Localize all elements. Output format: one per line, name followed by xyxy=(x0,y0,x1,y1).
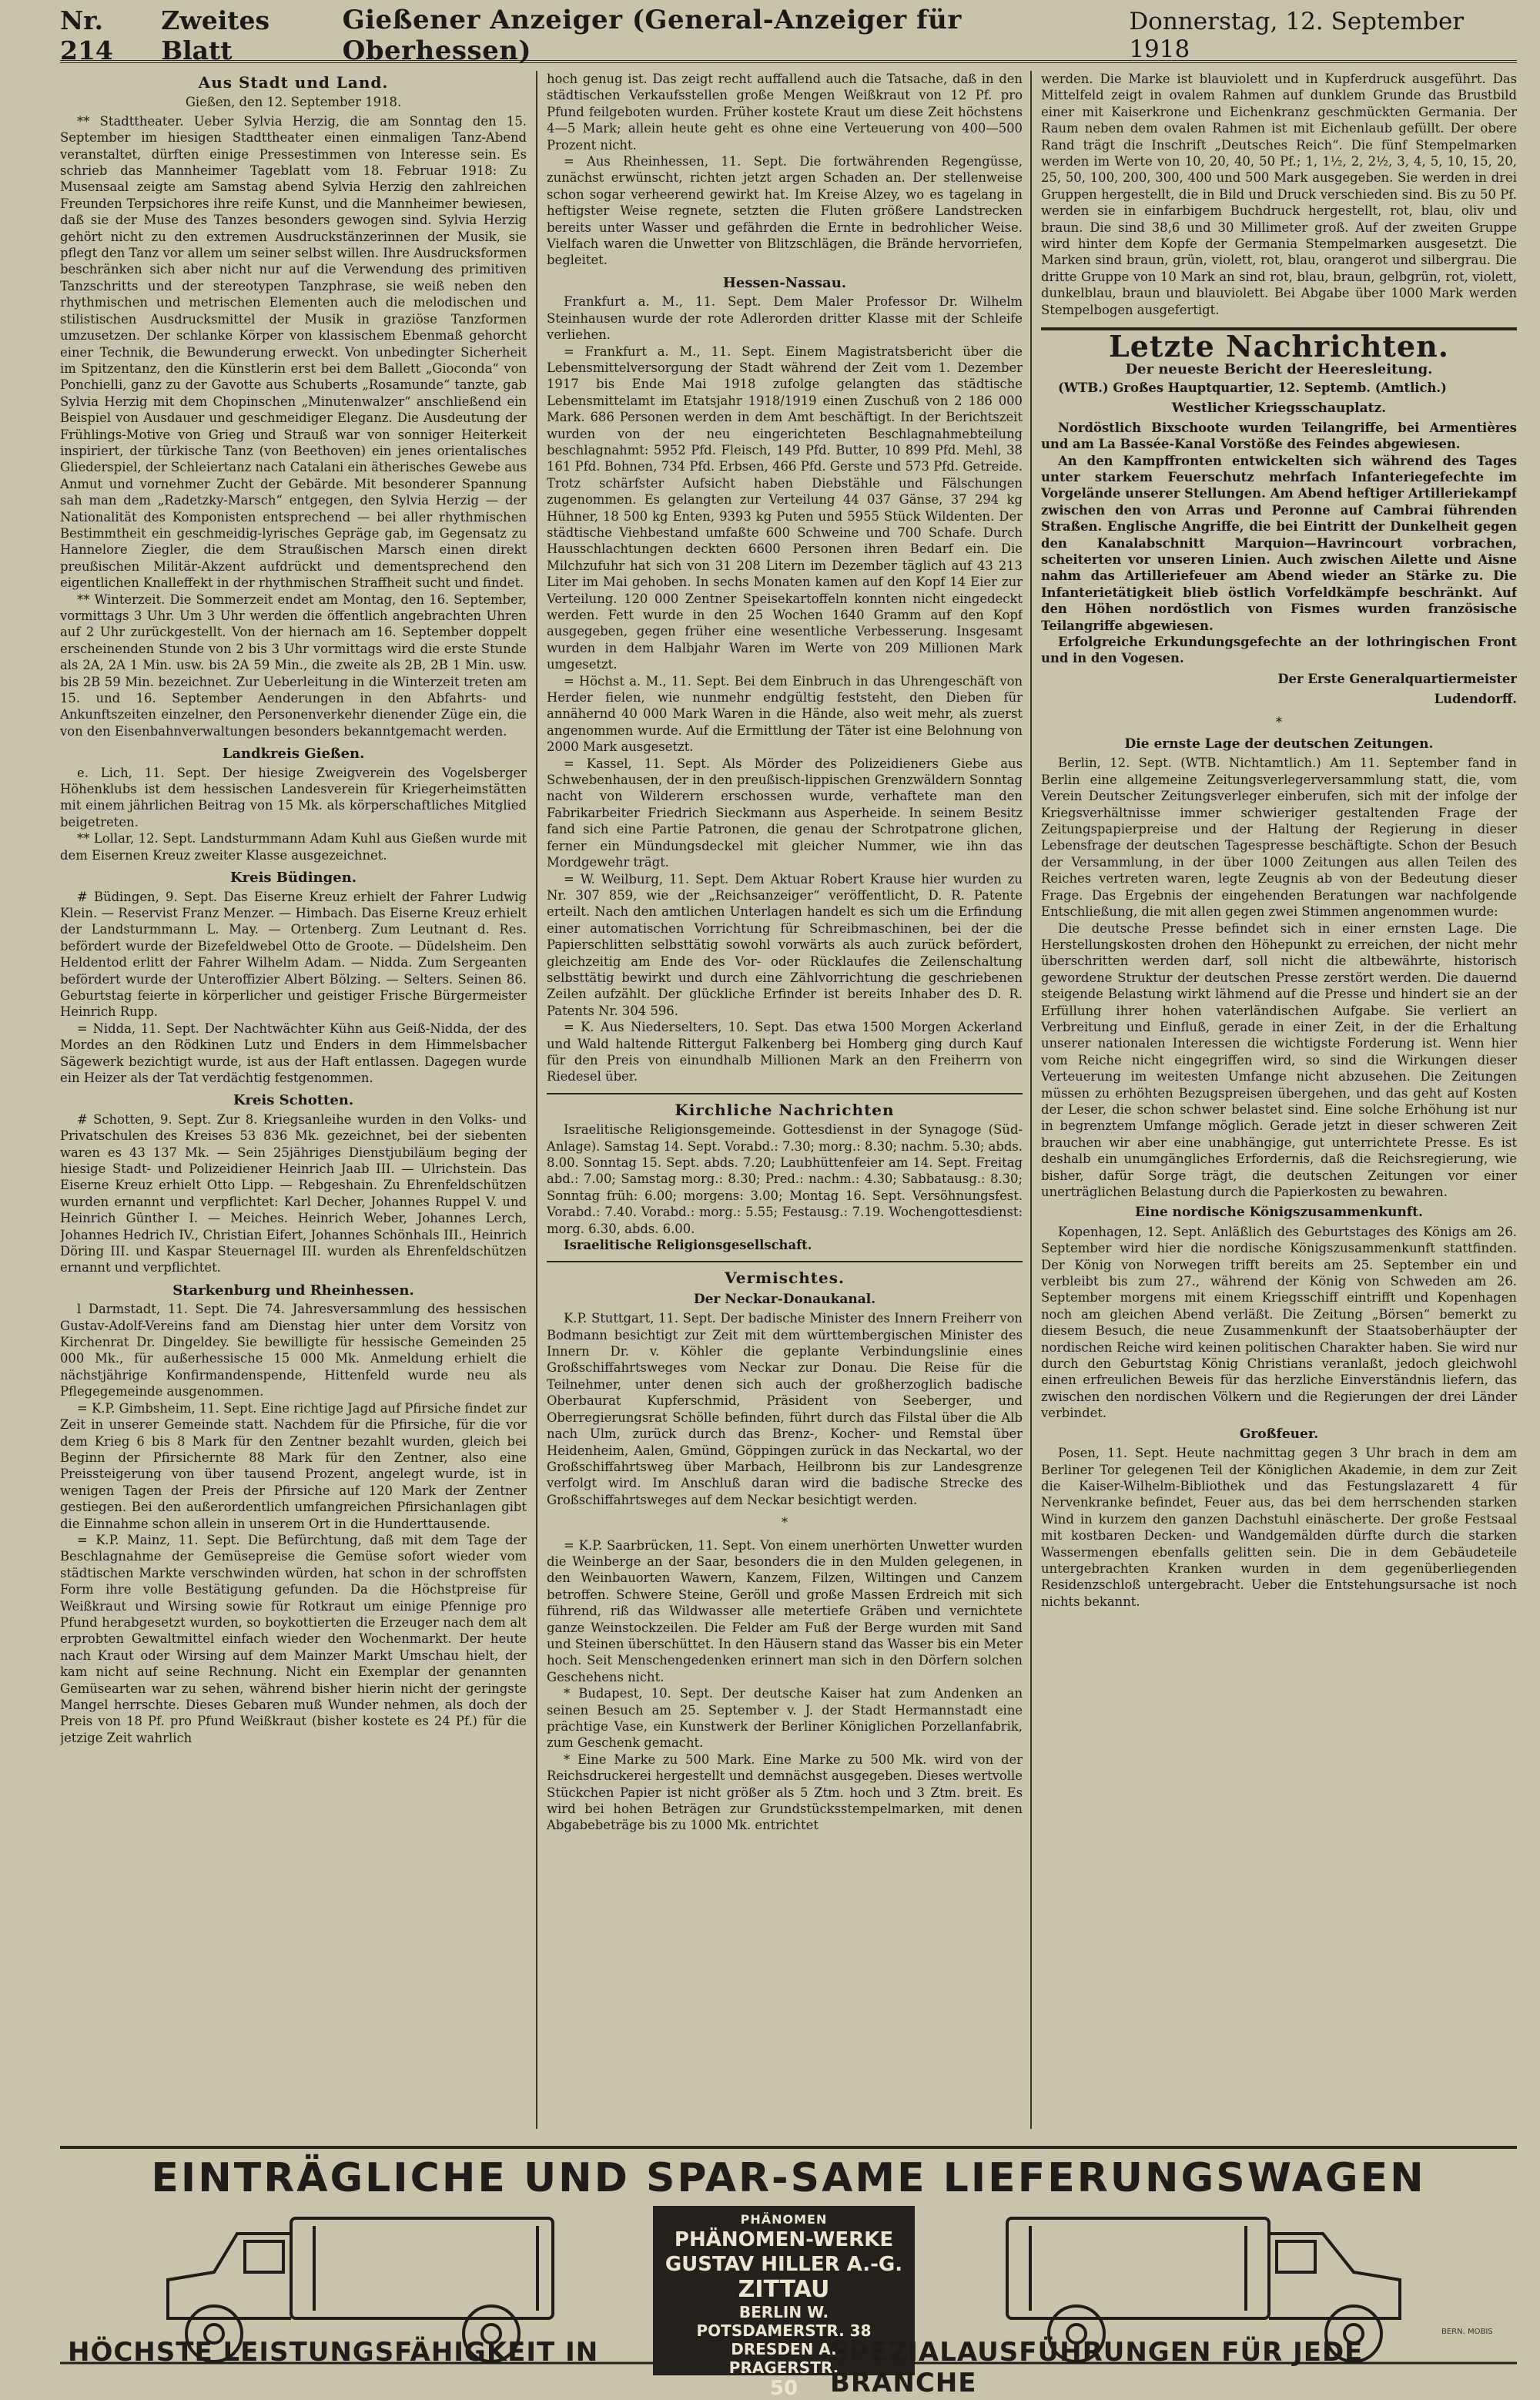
ad-firm-name: PHÄNOMEN-WERKE xyxy=(674,2228,894,2251)
section-heading-landkreis: Landkreis Gießen. xyxy=(222,746,365,763)
section-heading-letzte-nachrichten: Letzte Nachrichten. xyxy=(1041,327,1517,354)
masthead xyxy=(60,5,1517,66)
article-bixschoote: Nordöstlich Bixschoote wurden Teilangriffe, bei Armentières und am La Bassée-Kanal Vorstöße des Feindes abgewiesen. xyxy=(1041,420,1517,452)
ad-address-2: POTSDAMERSTR. 38 xyxy=(696,2321,872,2340)
article-frankfurt-2: = Frankfurt a. M., 11. Sept. Einem Magistratsbericht über die Lebensmittelversorgung der Stadt während der Zeit vom 1. Dezember 1917 bis Ende Mai 1918 zufolge gelangten das städtische Lebensmittelamt im Etatsjahr 1918/1919 einen Zuschuß von 2 186 000 Mark. 686 Personen werden in dem Amt beschäftigt. In der Berichtszeit wurden von der neu eingerichteten Beschlagnahmebteilung beschlagnahmt: 5952 Pfd. Fleisch, 149 Pfd. Butter, 10 899 Pfd. Mehl, 38 161 Pfd. Bohnen, 734 Pfd. Erbsen, 466 Pfd. Gerste und 573 Pfd. Getreide. Trotz schärfster Aufsicht haben Diebstähle und Fälschungen zugenommen. Es gelangten zur Verteilung 44 037 Gänse, 37 294 kg Hühner, 18 500 kg Enten, 9393 kg Puten und 5955 Stück Wildenten. Der städtische Viehbestand umfaßte 600 Schweine und 700 Schafe. Durch Hausschlachtungen deckten 6600 Personen ihren Bedarf ein. Die Milchzufuhr hat sich von 31 208 Litern im Dezember täglich auf 43 213 Liter im Mai gehoben. In sechs Monaten kamen auf den Kopf 14 Eier zur Verteilung. 120 000 Zentner Speisekartoffeln konnten nicht eingedeckt werden. Fett wurde in den 25 Wochen 1640 Gramm auf den Kopf ausgegeben, gegen früher eine wesentliche Verbesserung. Insgesamt wurden in dem Halbjahr Waren im Werte von 209 Millionen Mark umgesetzt. xyxy=(547,344,1023,672)
article-saarbruecken: = K.P. Saarbrücken, 11. Sept. Von einem unerhörten Unwetter wurden die Weinberge an der Saar, besonders die in den Mulden gelegenen, in den Weinbauorten Wawern, Kanzem, Filzen, Wiltingen und Canzem betroffen. Schwere Steine, Geröll und große Massen Erdreich mit sich führend, riß das Wildwasser alle metertiefe Gräben und vernichtete ganze Weinstockzeilen. Die Felder am Fuß der Berge wurden mit Sand und Steinen überschüttet. In den Häusern stand das Wasser bis ein Meter hoch. Seit Menschengedenken erinnert man sich in den Dörfern solchen Geschehens nicht. xyxy=(547,1537,1023,1684)
ad-footer-left: HÖCHSTE LEISTUNGSFÄHIGKEIT IN xyxy=(68,2337,599,2368)
article-buedingen: # Büdingen, 9. Sept. Das Eiserne Kreuz erhielt der Fahrer Ludwig Klein. — Reservist Franz Menzer. — Himbach. Das Eiserne Kreuz erhielt der Landsturmmann L. May. — Ortenberg. Zum Leutnant d. Res. befördert wurde der Bizefeldwebel Otto de Groote. — Düdelsheim. Den Heldentod erlitt der Fahrer Wilhelm Adam. — Nidda. Zum Sergeanten befördert wurde der Unteroffizier Albert Bölzing. — Selters. Seinen 86. Geburtstag feierte in körperlicher und geistiger Frische Bürgermeister Heinrich Rupp. xyxy=(60,889,527,1020)
article-vogesen: Erfolgreiche Erkundungsgefechte an der lothringischen Front und in den Vogesen. xyxy=(1041,635,1517,666)
ad-firm-owner: GUSTAV HILLER A.-G. xyxy=(665,2253,903,2276)
section-rule xyxy=(547,1261,1023,1262)
article-berlin: Berlin, 12. Sept. (WTB. Nichtamtlich.) Am 11. September fand in Berlin eine allgemeine Zeitungsverlegerversammlung statt, die, vom Verein Deutscher Zeitungsverleger einberufen, sich mit der infolge der Kriegsverhältnisse immer schwieriger gestaltenden Frage der Zeitungspapierpreise und der Haltung der Regierung in dieser Lebensfrage der deutschen Tagespresse beschäftigte. Schon der Besuch der Versammlung, in der über 1000 Zeitungen aus allen Teilen des Reiches vertreten waren, legte Zeugnis ab von der Bedeutung dieser Frage. Das Ergebnis der eingehenden Beratungen war nachfolgende Entschließung, die mit allen gegen zwei Stimmen angenommen wurde: xyxy=(1041,756,1517,920)
issue-date: Donnerstag, 12. September 1918 xyxy=(1129,8,1465,63)
dateline: Gießen, den 12. September 1918. xyxy=(185,95,402,110)
signature-title: Der Erste Generalquartiermeister xyxy=(1277,671,1517,686)
column-divider xyxy=(536,71,537,2129)
subheading-westlicher: Westlicher Kriegsschauplatz. xyxy=(1171,401,1387,417)
article-hoechst: = Höchst a. M., 11. Sept. Bei dem Einbruch in das Uhrengeschäft von Herder fielen, wie nunmehr endgültig feststeht, den Dieben für annähernd 40 000 Mark Waren in die Hände, also weit mehr, als zuerst angenommen wurde. Auf die Ermittlung der Täter ist eine Belohnung von 2000 Mark ausgesetzt. xyxy=(547,673,1023,755)
article-hauptquartier: (WTB.) Großes Hauptquartier, 12. Septemb. (Amtlich.) xyxy=(1058,380,1447,395)
section-heading-vermischtes: Vermischtes. xyxy=(725,1269,845,1288)
subheading-grossfeuer: Großfeuer. xyxy=(1239,1426,1319,1442)
article-niederselters: = K. Aus Niederselters, 10. Sept. Das etwa 1500 Morgen Ackerland und Wald haltende Rittergut Falkenberg bei Homberg ging durch Kauf für den Preis von einundhalb Millionen Mark an den Freiherrn von Riedesel über. xyxy=(547,1020,1023,1084)
article-mainz-continued: hoch genug ist. Das zeigt recht auffallend auch die Tatsache, daß in den städtischen Verkaufsstellen große Mengen Weißkraut von 12 Pf. pro Pfund feilgeboten wurden. Früher kostete Kraut um diese Zeit höchstens 4—5 Mark; allein heute geht es ohne eine Verteuerung von 400—500 Prozent nicht. xyxy=(547,72,1023,153)
article-kampffronten: An den Kampffronten entwickelten sich während des Tages unter starkem Feuerschutz mehrfach Infanteriegefechte im Vorgelände unserer Stellungen. Am Abend heftiger Artilleriekampf zwischen den von Arras und Peronne auf Cambrai führenden Straßen. Englische Angriffe, die bei Eintritt der Dunkelheit gegen den Kanalabschnitt Marquion—Havrincourt vorbrachen, scheiterten vor unseren Linien. Auch zwischen Ailette und Aisne nahm das Artilleriefeuer am Abend wieder an Stärke zu. Die Infanterietätigkeit blieb östlich Vorfeldkämpfe beschränkt. Auf den Höhen nordöstlich von Fismes wurden französische Teilangriffe abgewiesen. xyxy=(1041,453,1517,633)
article-schotten: # Schotten, 9. Sept. Zur 8. Kriegsanleihe wurden in den Volks- und Privatschulen des Kreises 53 836 Mk. gezeichnet, bei der siebenten waren es 43 137 Mk. — Sein 25jähriges Dienstjubiläum beging der hiesige Stadt- und Polizeidiener Heinrich Jaab III. — Ulrichstein. Das Eiserne Kreuz erhielt Otto Lipp. — Rebgeshain. Zu Ehrenfeldschützen wurden ernannt und verpflichtet: Karl Decher, Johannes Ruppel V. und Heinrich Günther I. — Meiches. Heinrich Weber, Johannes Lerch, Johannes Hedrich IV., Christian Eifert, Johannes Schönhals III., Heinrich Döring III. und Kaspar Steuernagel III. wurden als Ehrenfeldschützen ernannt und verpflichtet. xyxy=(60,1111,527,1275)
article-kassel: = Kassel, 11. Sept. Als Mörder des Polizeidieners Giebe aus Schwebenhausen, der in den preußisch-lippischen Grenzwäldern Sonntag nacht von Wilderern erschossen wurde, verhaftete man den Fabrikarbeiter Friedrich Sieckmann aus Asperheide. In seinem Besitz fand sich eine Partie Patronen, die genau der Schrotpatrone glichen, ferner ein Mündungsdeckel mit gleicher Nummer, wie ihn das Mordgewehr trägt. xyxy=(547,756,1023,870)
subheading-nordisch: Eine nordische Königszusammenkunft. xyxy=(1135,1205,1423,1221)
article-lollar: ** Lollar, 12. Sept. Landsturmmann Adam Kuhl aus Gießen wurde mit dem Eisernen Kreuz zweiter Klasse ausgezeichnet. xyxy=(60,831,527,863)
separator-star: * xyxy=(1275,714,1283,729)
ad-address-3: DRESDEN A. xyxy=(731,2340,837,2358)
ad-address-number: 50 xyxy=(769,2377,798,2400)
article-nidda: = Nidda, 11. Sept. Der Nachtwächter Kühn aus Geiß-Nidda, der des Mordes an den Rödkinen Lutz und Enders in dem Himmelsbacher Sägewerk bezichtigt wurde, ist aus der Haft entlassen. Dagegen wurde ein Heizer als der Tat verdächtig festgenommen. xyxy=(60,1021,527,1085)
article-gimbsheim: = K.P. Gimbsheim, 11. Sept. Eine richtige Jagd auf Pfirsiche findet zur Zeit in unserer Gemeinde statt. Nachdem für die Pfirsiche, für die vor dem Krieg 6 bis 8 Mark für den Zentner bezahlt wurden, gleich bei Beginn der Pfirsichernte 88 Mark für den Zentner, also eine Preissteigerung von über tausend Prozent, angelegt wurde, ist in wenigen Tagen der Preis der Pfirsiche auf 120 Mark der Zentner gestiegen. Bei den außerordentlich umfangreichen Pfirsichanlagen gibt die Einnahme schon allein in unserem Ort in die Hunderttausende. xyxy=(60,1400,527,1531)
article-theater: ** Stadttheater. Ueber Sylvia Herzig, die am Sonntag den 15. September im hiesigen Stadttheater einen einmaligen Tanz-Abend veranstaltet, dürften einige Pressestimmen von Interesse sein. Es schrieb das Mannheimer Tageblatt vom 18. Februar 1918: Zu Musensaal zeigte am Samstag abend Sylvia Herzig den zahlreichen Freunden Terpsichores ihre reife Kunst, und die Mannheimer bewiesen, daß sie der Muse des Tanzes besonders gewogen sind. Sylvia Herzig gehört nicht zu den extremen Ausdruckstänzerinnen der Musik, sie pflegt den Tanz vor allem um seiner selbst willen. Ihre Ausdrucksformen beschränken sich aber nicht nur auf die Verwendung des primitiven Tanzschritts und der stereotypen Tanzphrase, sie weiß neben den rhythmischen und metrischen Elementen auch die melodischen und stilistischen Ausdrucksmittel der Musik in graziöse Tanzformen umzusetzen. Der schlanke Körper von klassischem Ebenmaß gehorcht einer Technik, die Bewunderung erweckt. Von unbedingter Sicherheit im Spitzentanz, den die Künstlerin erst bei dem Ballett „Gioconda“ von Ponchielli, ganz zu der Gavotte aus Schuberts „Rosamunde“ tanzte, gab Sylvia Herzig mit dem Chopinschen „Minutenwalzer“ anschließend ein Beispiel von Ausdauer und geschmeidiger Eleganz. Die Ausdeutung der Frühlings-Motive von Grieg und Strauß war von sonniger Heiterkeit inspiriert, der türkische Tanz (von Beethoven) ein jenes orientalisches Gliederspiel, der Schleiertanz nach Catalani ein ätherisches Gewebe aus Anmut und vornehmer Zucht der Gebärde. Mit besonderer Spannung sah man dem „Radetzky-Marsch“ entgegen, den Sylvia Herzig — der Nationalität des Komponisten entsprechend — bei aller rhythmischen Bestimmtheit ein geschmeidig-lyrisches Gepräge gab, im Gegensatz zu Hannelore Ziegler, die dem Straußischen Marsch einen direkt preußischen Militär-Akzent aufdrückt und dementsprechend den eigentlichen Knalleffekt in der rhythmischen Straffheit sucht und findet. xyxy=(60,113,527,591)
ad-city: ZITTAU xyxy=(738,2276,830,2303)
article-mainz: = K.P. Mainz, 11. Sept. Die Befürchtung, daß mit dem Tage der Beschlagnahme der Gemüsepreise die Gemüse sofort wieder vom städtischen Markte verschwinden würden, hat schon in der schroffsten Form ihre volle Bestätigung gefunden. Da die Höchstpreise für Weißkraut und Wirsing sowie für Rotkraut um einige Pfennige pro Pfund herabgesetzt wurden, so boykottierten die Erzeuger nach dem alt erprobten Gewaltmittel einfach wieder den Wochenmarkt. Der heute nach Kraut oder Wirsing auf dem Mainzer Markt Umschau hielt, der kam nicht auf seine Rechnung. Nicht ein Exemplar der genannten Gemüsearten war zu sehen, während bisher hierin nicht der geringste Mangel herrschte. Dieses Gebaren muß Wunder nehmen, als doch der Preis von 18 Pf. pro Pfund Weißkraut (bisher kostete es 24 Pf.) für die jetzige Zeit wahrlich xyxy=(60,1532,527,1745)
article-presse: Die deutsche Presse befindet sich in einer ernsten Lage. Die Herstellungskosten drohen den Höhepunkt zu erreichen, der nicht mehr überschritten werden darf, soll nicht die altbewährte, historisch gewordene Struktur der deutschen Presse zerstört werden. Die dauernd steigende Belastung wirkt lähmend auf die Presse und hindert sie an der Erfüllung ihrer hohen vaterländischen Aufgabe. Sie verliert an Verbreitung und Einfluß, gerade in einer Zeit, in der die Erhaltung unserer nationalen Interessen die wichtigste Forderung ist. Wenn hier vom Reiche nicht eingegriffen wird, so sind die Wirkungen dieser Verteuerung im weitesten Umfange nicht abzusehen. Die Zeitungen müssen zu erhöhten Bezugspreisen übergehen, und das geht auf Kosten der Leser, die schon schwer belastet sind. Eine solche Erhöhung ist nur in begrenztem Umfange möglich. Gerade jetzt in dieser schweren Zeit brauchen wir aber eine unabhängige, gut unterrichtete Presse. Es ist deshalb ein unumgängliches Erfordernis, daß die Reichsregierung, wie bisher, dafür Sorge trägt, die deutschen Zeitungen vor einer unerträglichen Belastung durch die Papierkosten zu bewahren. xyxy=(1041,920,1517,1199)
column-3 xyxy=(1041,71,1517,2129)
article-posen: Posen, 11. Sept. Heute nachmittag gegen 3 Uhr brach in dem am Berliner Tor gelegenen Teil der Königlichen Akademie, in dem zur Zeit die Kaiser-Wilhelm-Bibliothek und das Festungslazarett 4 für Nervenkranke befindet, Feuer aus, das bei dem herrschenden starken Wind in kurzem den ganzen Dachstuhl einäscherte. Der große Festsaal mit kostbaren Decken- und Wandgemälden dürfte durch die starken Wassermengen ebenfalls gelitten sein. Die in dem Gebäudeteile untergebrachten Kranken wurden in dem gegenüberliegenden Residenzschloß untergebracht. Ueber die Entstehungsursache ist noch nichts bekannt. xyxy=(1041,1446,1517,1609)
section-rule xyxy=(547,1093,1023,1094)
subheading-zeitungen: Die ernste Lage der deutschen Zeitungen. xyxy=(1124,736,1434,753)
article-marke: * Eine Marke zu 500 Mark. Eine Marke zu 500 Mk. wird von der Reichsdruckerei hergestellt und demnächst ausgegeben. Dieses wertvolle Stückchen Papier ist nicht größer als 5 Ztm. hoch und 3 Ztm. breit. Es wird bei hohen Beträgen zur Grundstücksstempelmarken, mit denen Abgabebeträge bis zu 1000 Mk. entrichtet xyxy=(547,1751,1023,1833)
section-heading-schotten: Kreis Schotten. xyxy=(233,1092,354,1109)
article-lich: e. Lich, 11. Sept. Der hiesige Zweigverein des Vogelsberger Höhenklubs ist dem hessischen Landesverein für Kriegerheimstätten mit einem jährlichen Beitrag von 15 Mk. als körperschaftliches Mitglied beigetreten. xyxy=(60,765,527,830)
section-heading-hessen-nassau: Hessen-Nassau. xyxy=(722,274,847,291)
section-heading-kirchlich: Kirchliche Nachrichten xyxy=(675,1100,895,1119)
ad-headline: EINTRÄGLICHE UND SPAR-SAME LIEFERUNGSWAGEN xyxy=(151,2155,1426,2201)
subheading-heeresleitung: Der neueste Bericht der Heeresleitung. xyxy=(1125,360,1433,377)
ad-address-1: BERLIN W. xyxy=(738,2303,829,2321)
section-heading-buedingen: Kreis Büdingen. xyxy=(229,870,357,887)
article-kopenhagen: Kopenhagen, 12. Sept. Anläßlich des Geburtstages des Königs am 26. September wird hier die nordische Königszusammenkunft stattfinden. Der König von Norwegen trifft bereits am 25. September ein und verbleibt bis zum 27., während der König von Schweden am 26. September morgens mit einem Kriegsschiff eintrifft und Kopenhagen noch am gleichen Abend verläßt. Die Zeitung „Börsen“ bemerkt zu diesem Besuch, die neue Zusammenkunft der Staatsoberhäupter der nordischen Reiche wird keinen politischen Charakter haben. Sie wird nur durch den Geburtstag König Christians veranlaßt, jedoch gleichwohl einen erfreulichen Beweis für das herzliche Einverständnis liefern, das zwischen den nordischen Völkern und die Regierungen der drei Länder verbindet. xyxy=(1041,1224,1517,1421)
article-weilburg: = W. Weilburg, 11. Sept. Dem Aktuar Robert Krause hier wurden zu Nr. 307 859, wie der „Reichsanzeiger“ veröffentlicht, D. R. Patente erteilt. Nach den amtlichen Unterlagen handelt es sich um die Erfindung einer automatischen Vorrichtung für Schreibmaschinen, bei der die Papierschlitten selbsttätig sowohl vorwärts als auch zurück befördert, gleichzeitig am Ende des Vor- oder Rücklaufes die Zeilenschaltung selbsttätig bewirkt und durch eine Zählvorrichtung die geschriebenen Zeilen aufzählt. Der glückliche Erfinder ist bereits Inhaber des D. R. Patents Nr. 304 596. xyxy=(547,871,1023,1018)
article-frankfurt-1: Frankfurt a. M., 11. Sept. Dem Maler Professor Dr. Wilhelm Steinhausen wurde der rote Adlerorden dritter Klasse mit der Schleife verliehen. xyxy=(547,294,1023,343)
advertisement-phaenomen xyxy=(60,2146,1517,2400)
section-heading-starkenburg: Starkenburg und Rheinhessen. xyxy=(172,1282,414,1299)
sheet-label: Zweites Blatt xyxy=(161,5,270,65)
issue-number: Nr. 214 xyxy=(60,5,113,65)
signature-name: Ludendorff. xyxy=(1434,692,1517,707)
column-2 xyxy=(547,71,1023,2129)
section-heading-stadt: Aus Stadt und Land. xyxy=(198,73,389,92)
article-marke-continued: werden. Die Marke ist blauviolett und in Kupferdruck ausgeführt. Das Mittelfeld zeigt in ovalem Rahmen auf dunklem Grunde das Brustbild einer mit Kaiserkrone und Eichenkranz geschmückten Germania. Der Raum neben dem ovalen Rahmen ist mit Eichenlaub gefüllt. Der obere Rand trägt die Inschrift „Deutsches Reich“. Die fünf Stempelmarken werden im Werte von 10, 20, 40, 50 Pf.; 1, 1½, 2, 2½, 3, 4, 5, 10, 15, 20, 25, 50, 100, 200, 300, 400 und 500 Mark ausgegeben. Sie werden in drei Gruppen hergestellt, die in Bild und Druck verschieden sind. Bis zu 50 Pf. werden sie in einfarbigem Buchdruck hergestellt, rot, blau, oliv und braun. Die sind 38,6 und 30 Millimeter groß. Auf der zweiten Gruppe wird hinter dem Kopfe der Germania Stempelmarken ausgesetzt. Die Marken sind braun, grün, violett, rot, blau, orangerot und silbergrau. Die dritte Gruppe von 10 Mark an sind rot, blau, braun, gelbgrün, rot, violett, dunkelblau, braun und blauviolett. Bei Abgabe über 1000 Mark werden Stempelbogen ausgefertigt. xyxy=(1041,72,1517,317)
ad-footer-right: SPEZIALAUSFÜHRUNGEN FÜR JEDE BRANCHE xyxy=(830,2337,1364,2398)
separator-star: * xyxy=(781,1515,788,1530)
article-rheinhessen: = Aus Rheinhessen, 11. Sept. Die fortwährenden Regengüsse, zunächst erwünscht, richten jetzt argen Schaden an. Der stellenweise schon sogar verheerend gewirkt hat. Im Kreise Alzey, wo es tagelang in heftigster Weise regnete, setzten die Fluten größere Landstrecken bereits unter Wasser und gefährden die Ernte in bedrohlicher Weise. Vielfach waren die Unwetter von Blitzschlägen, die Brände hervorriefen, begleitet. xyxy=(547,154,1023,268)
article-budapest: * Budapest, 10. Sept. Der deutsche Kaiser hat zum Andenken an seinen Besuch am 25. September v. J. der Stadt Hermannstadt eine prächtige Vase, ein Kunstwerk der Berliner Königlichen Porzellanfabrik, zum Geschenk gemacht. xyxy=(547,1686,1023,1751)
subheading-neckar: Der Neckar-Donaukanal. xyxy=(693,1291,876,1307)
ad-brand-logo: PHÄNOMEN xyxy=(740,2212,828,2227)
ad-artist-signature: BERN. MOBIS xyxy=(1441,2328,1493,2336)
article-stuttgart: K.P. Stuttgart, 11. Sept. Der badische Minister des Innern Freiherr von Bodmann besichtigt zur Zeit mit dem württembergischen Minister des Innern Dr. v. Köhler die geplante Verbindungslinie eines Großschiffahrtsweges vom Neckar zur Donau. Die Reise für die Teilnehmer, unter denen sich auch der großherzoglich badische Oberbaurat Kupferschmid, Präsident von Seeberger, und Oberregierungsrat Schölle befinden, führt durch das Filstal über die Alb nach Ulm, zurück durch das Brenz-, Kocher- und Remstal über Heidenheim, Aalen, Gmünd, Göppingen zurück in das Neckartal, wo der Großschiffahrtsweg über Marbach, Heilbronn bis zur Landesgrenze verfolgt wird. Im Anschluß daran wird die badische Strecke des Großschiffahrtsweges auf dem Neckar besichtigt werden. xyxy=(547,1311,1023,1507)
article-darmstadt: l Darmstadt, 11. Sept. Die 74. Jahresversammlung des hessischen Gustav-Adolf-Vereins fand am Dienstag hier unter dem Vorsitz von Kirchenrat Dr. Dingeldey. Sie bewilligte für hessische Gemeinden 25 000 Mk., für außerhessische 15 000 Mk. Anmeldung erhielt die nächstjährige Konfirmandenspende, Hittenfeld wurde neu als Pflegegemeinde ausgenommen. xyxy=(60,1302,527,1399)
column-divider xyxy=(1030,71,1032,2129)
article-gottesdienst: Israelitische Religionsgemeinde. Gottesdienst in der Synagoge (Süd-Anlage). Samstag 14. Sept. Vorabd.: 7.30; morg.: 8.30; nachm. 5.30; abds. 8.00. Sonntag 15. Sept. abds. 7.20; Laubhüttenfeier am 14. Sept. Freitag abd.: 7.00; Samstag morg.: 8.30; Pred.: nachm.: 4.30; Sabbatausg.: 8.30; Sonntag früh: 6.00; morgens: 3.00; Montag 16. Sept. Versöhnungsfest. Vorabd.: 7.40. Vorabd.: morg.: 5.55; Festausg.: 7.19. Wochengottesdienst: morg. 6.30, abds. 6.00. xyxy=(547,1122,1023,1236)
article-religionsgesellschaft: Israelitische Religionsgesellschaft. xyxy=(564,1238,812,1253)
ad-address-4: PRAGERSTR. xyxy=(728,2358,839,2377)
column-1 xyxy=(60,71,527,2129)
newspaper-title: Gießener Anzeiger (General-Anzeiger für Oberhessen) xyxy=(342,5,962,66)
article-winterzeit: ** Winterzeit. Die Sommerzeit endet am Montag, den 16. September, vormittags 3 Uhr. Um 3 Uhr werden die öffentlich angebrachten Uhren auf 2 Uhr zurückgestellt. Von der hiernach am 16. September doppelt erscheinenden Stunde von 2 bis 3 Uhr vormittags wird die erste Stunde als 2A, 2A 1 Min. usw. bis 2A 59 Min., die zweite als 2B, 2B 1 Min. usw. bis 2B 59 Min. bezeichnet. Zur Ueberleitung in die Winterzeit treten am 15. und 16. September Aenderungen in den Abfahrts- und Ankunftszeiten einzelner, den Personenverkehr dienender Züge ein, die von den Eisenbahnverwaltungen besonders bekanntgemacht werden. xyxy=(60,592,527,739)
